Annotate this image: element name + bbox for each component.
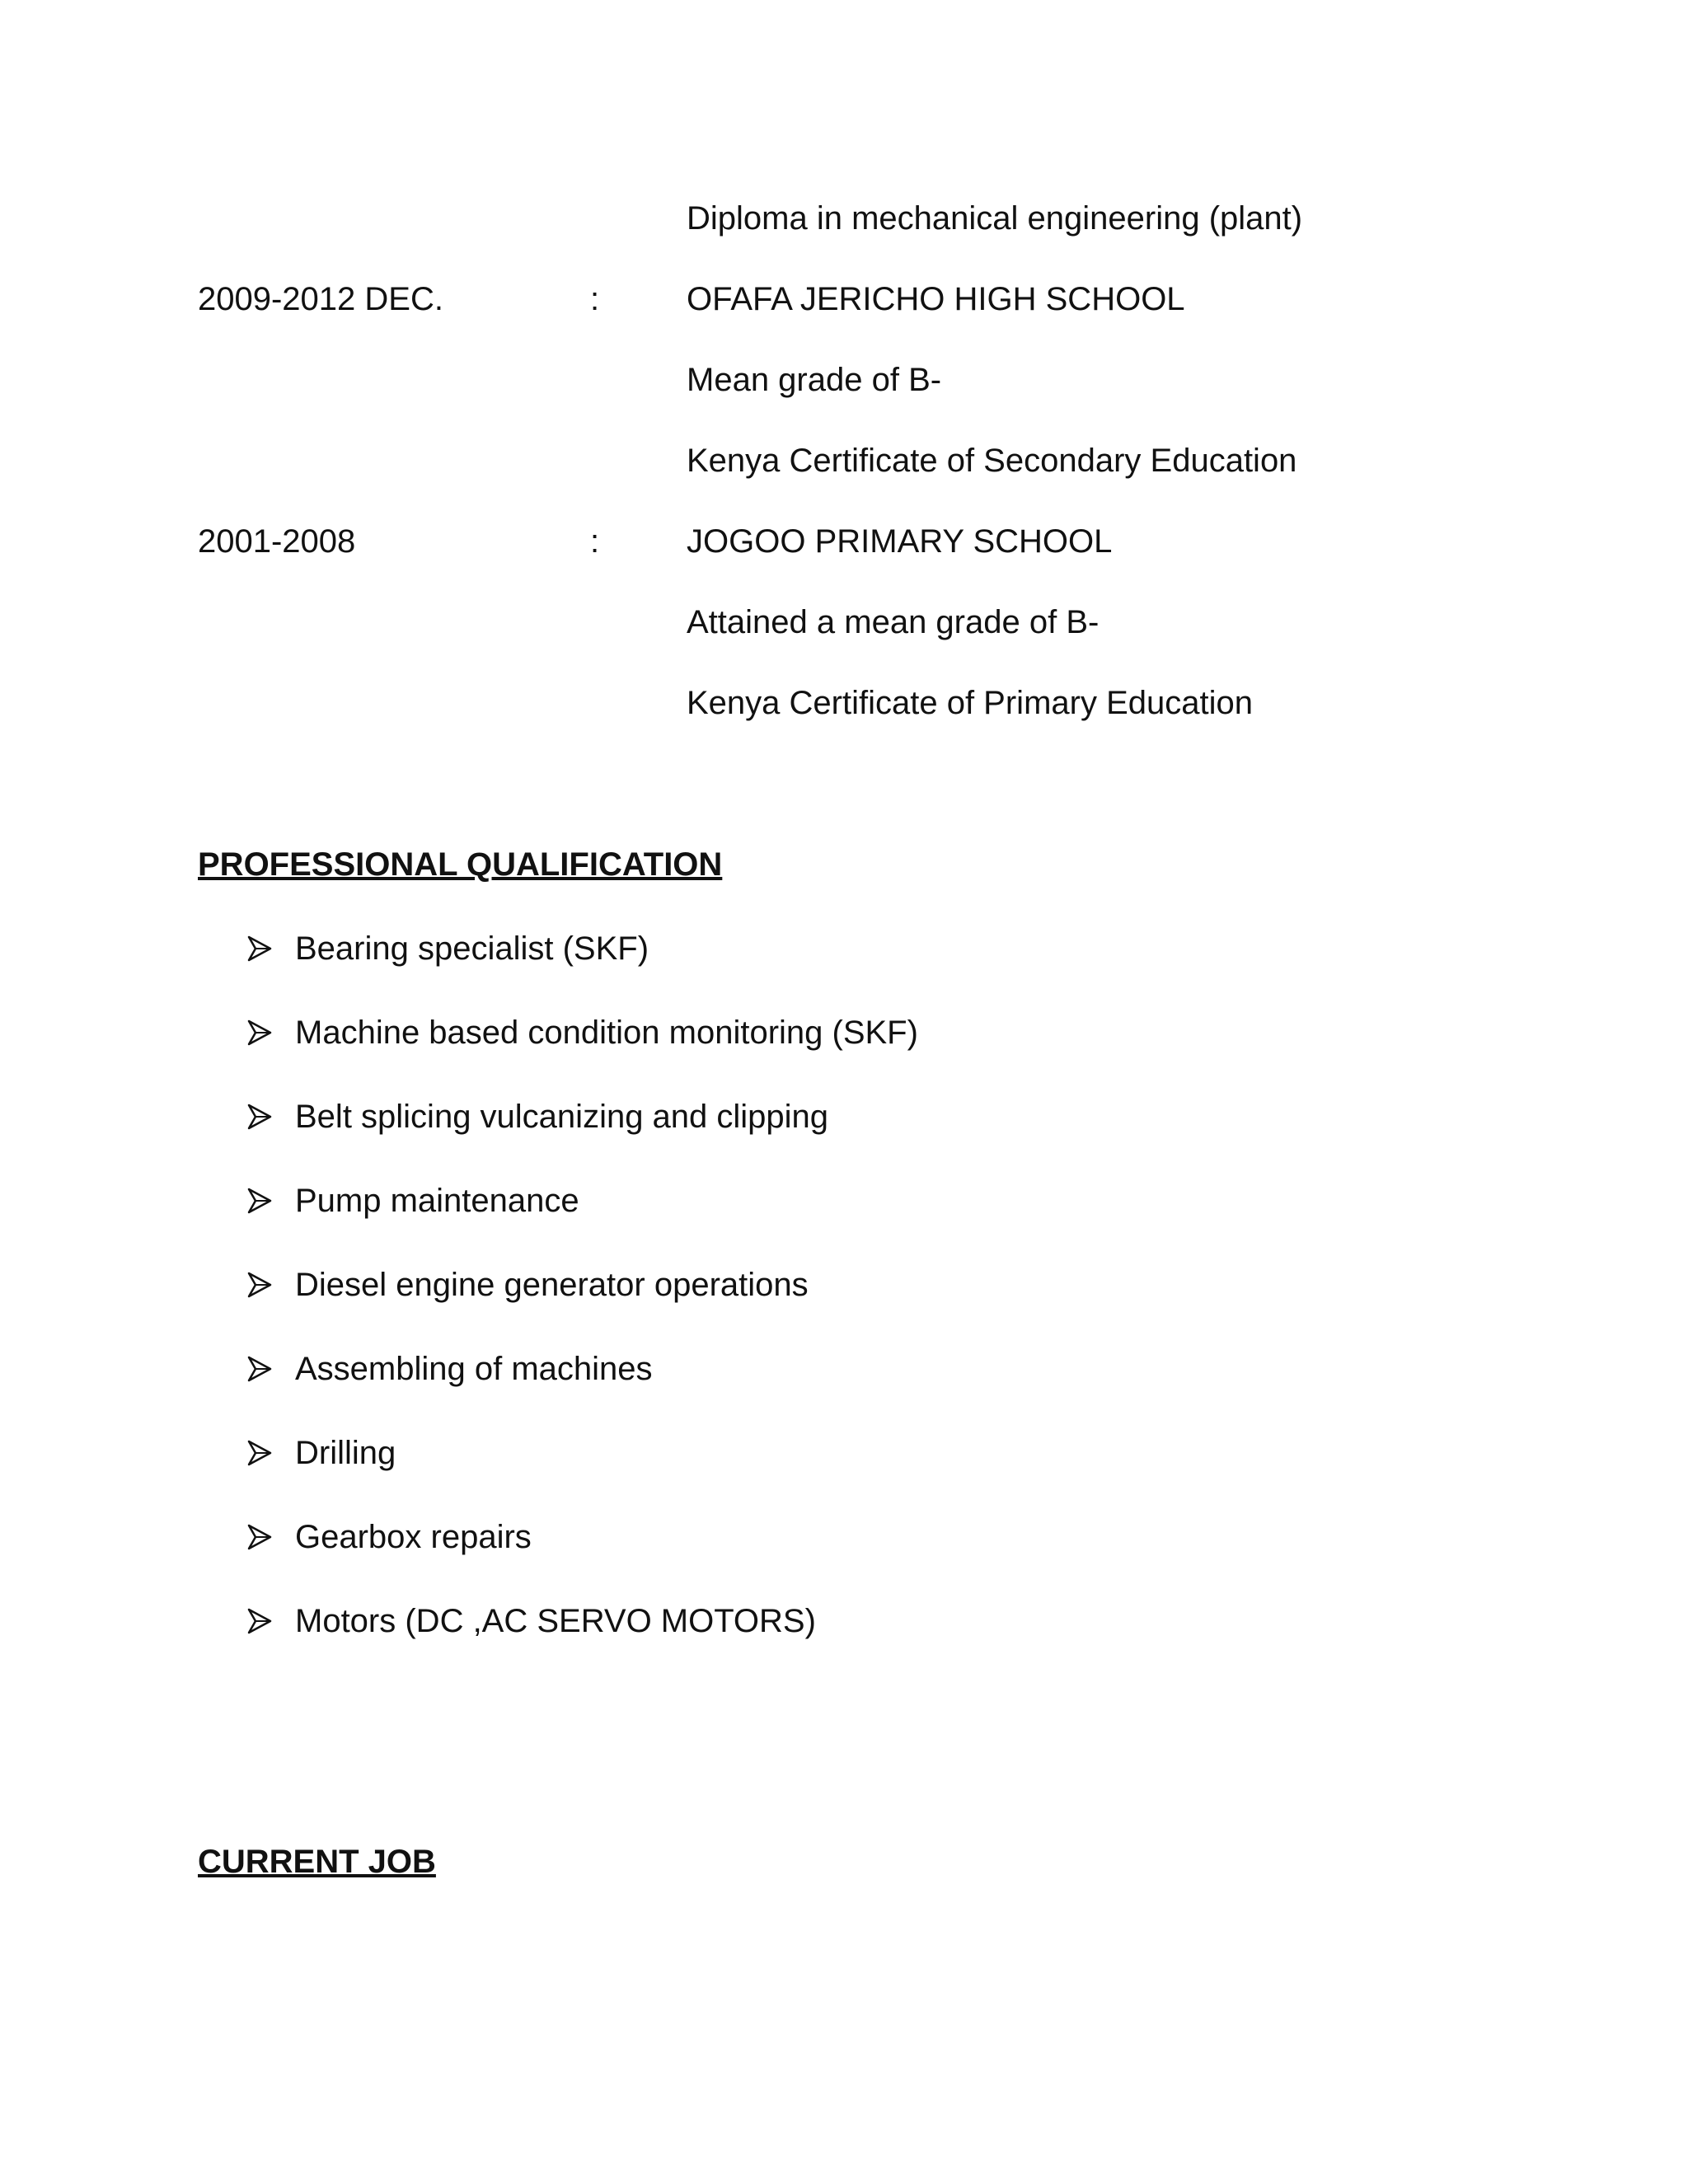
education-separator-1: : [590,281,600,317]
arrow-bullet-icon [247,1356,272,1382]
qualification-item-label: Motors (DC ,AC SERVO MOTORS) [295,1603,816,1639]
education-detail-1-1: Mean grade of B- [687,362,942,398]
qualification-item-label: Drilling [295,1435,396,1471]
professional-qualification-heading: PROFESSIONAL QUALIFICATION [198,846,723,883]
qualification-item-label: Belt splicing vulcanizing and clipping [295,1099,829,1135]
arrow-bullet-icon [247,1019,272,1046]
arrow-bullet-icon [247,1440,272,1466]
arrow-bullet-icon [247,1524,272,1550]
education-period-2: 2001-2008 [198,523,356,560]
arrow-bullet-icon [247,1608,272,1634]
education-detail-2-1: Attained a mean grade of B- [687,604,1100,640]
arrow-bullet-icon [247,1272,272,1298]
qualification-item-label: Bearing specialist (SKF) [295,930,649,967]
current-job-heading: CURRENT JOB [198,1844,436,1880]
education-detail-1-2: Kenya Certificate of Secondary Education [687,443,1297,479]
arrow-bullet-icon [247,1188,272,1214]
arrow-bullet-icon [247,1104,272,1130]
qualification-item-label: Assembling of machines [295,1351,653,1387]
education-separator-2: : [590,523,600,560]
education-period-1: 2009-2012 DEC. [198,281,443,317]
qualification-item-label: Machine based condition monitoring (SKF) [295,1015,918,1051]
education-institution-1: OFAFA JERICHO HIGH SCHOOL [687,281,1185,317]
education-institution-2: JOGOO PRIMARY SCHOOL [687,523,1113,560]
diploma-line: Diploma in mechanical engineering (plant) [687,200,1303,237]
arrow-bullet-icon [247,935,272,962]
qualification-item-label: Gearbox repairs [295,1519,532,1555]
qualification-item-label: Pump maintenance [295,1183,579,1219]
education-detail-2-2: Kenya Certificate of Primary Education [687,685,1253,721]
qualification-item-label: Diesel engine generator operations [295,1267,809,1303]
